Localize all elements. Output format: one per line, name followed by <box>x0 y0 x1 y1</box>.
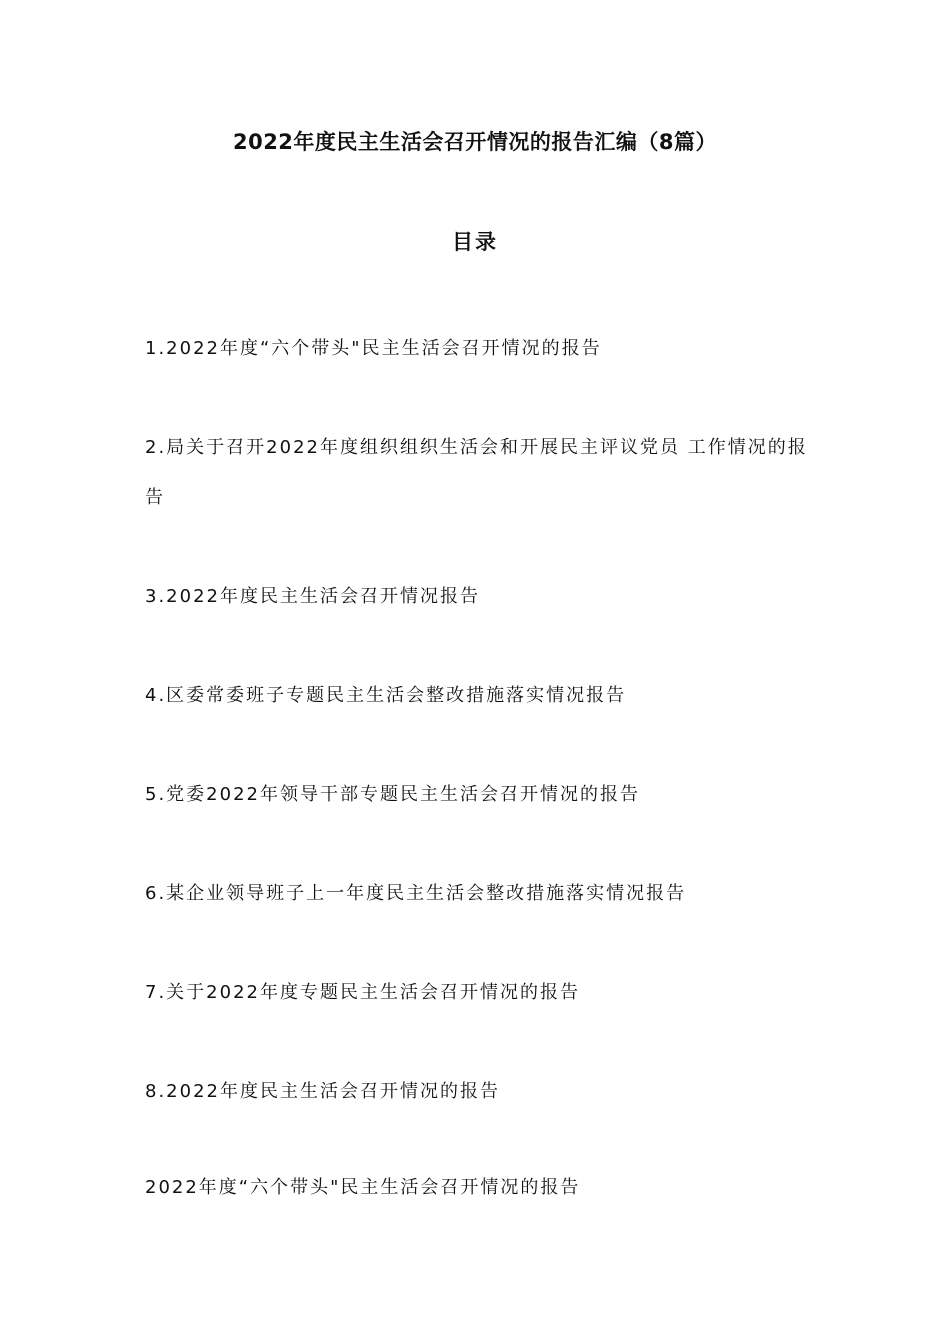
toc-item-4: 4.区委常委班子专题民主生活会整改措施落实情况报告 <box>145 685 627 706</box>
toc-item-8: 8.2022年度民主生活会召开情况的报告 <box>145 1081 500 1102</box>
document-title: 2022年度民主生活会召开情况的报告汇编（8篇） <box>232 130 718 154</box>
toc-item-7: 7.关于2022年度专题民主生活会召开情况的报告 <box>145 982 580 1003</box>
toc-item-1: 1.2022年度“六个带头"民主生活会召开情况的报告 <box>145 338 602 359</box>
toc-item-6: 6.某企业领导班子上一年度民主生活会整改措施落实情况报告 <box>145 883 687 904</box>
first-section-title: 2022年度“六个带头"民主生活会召开情况的报告 <box>145 1177 581 1198</box>
toc-item-5: 5.党委2022年领导干部专题民主生活会召开情况的报告 <box>145 784 640 805</box>
toc-heading: 目录 <box>452 230 498 254</box>
toc-item-2: 2.局关于召开2022年度组织组织生活会和开展民主评议党员 工作情况的报告 <box>145 437 808 508</box>
toc-item-3: 3.2022年度民主生活会召开情况报告 <box>145 586 480 607</box>
table-of-contents <box>145 324 825 1166</box>
